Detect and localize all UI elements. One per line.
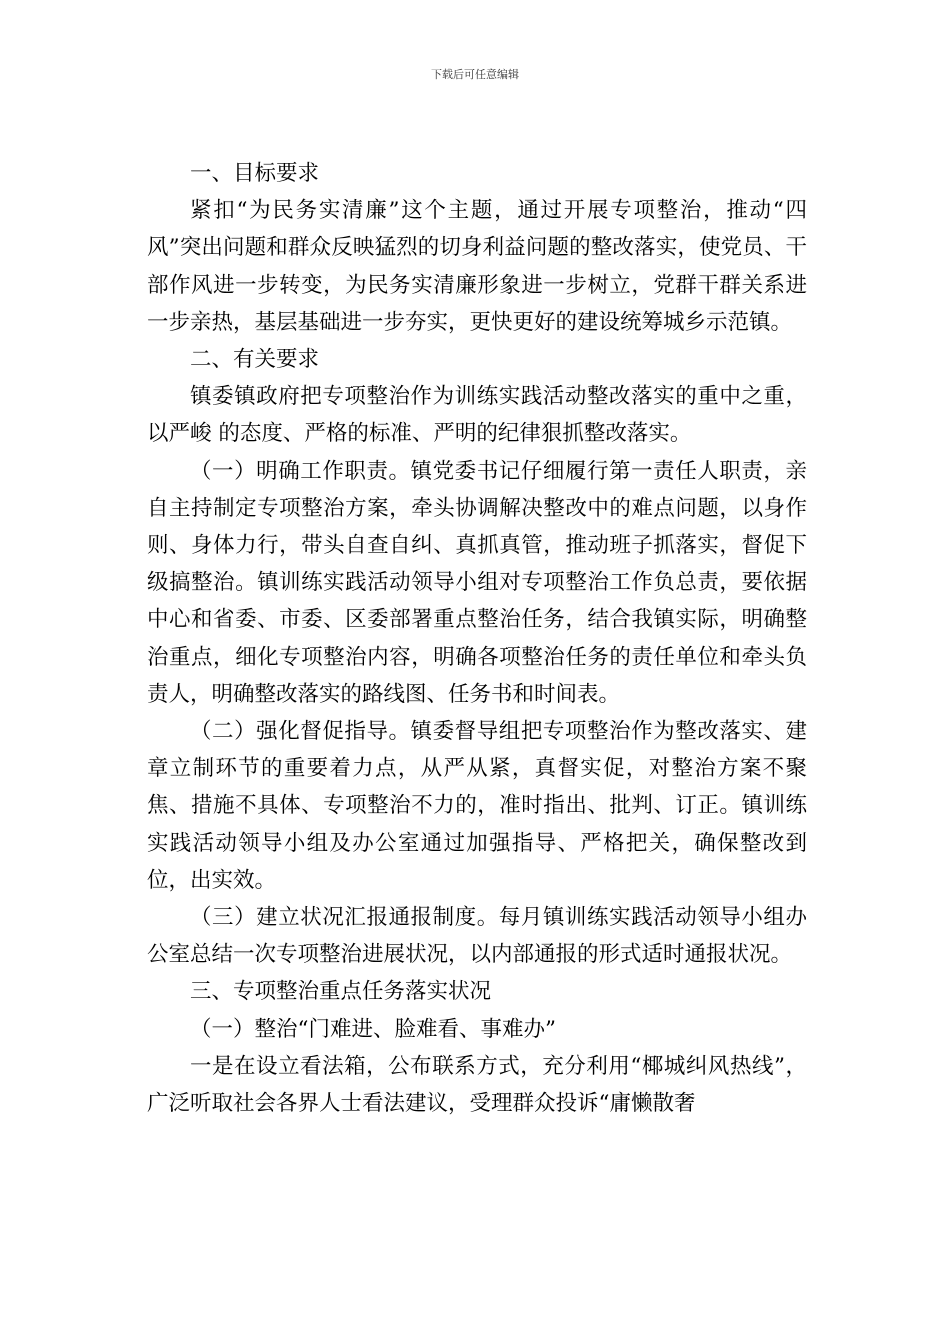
document-body <box>147 155 807 1122</box>
paragraph-feedback-box: 一是在设立看法箱，公布联系方式，充分利用“椰城纠风热线”，广泛听取社会各界人士看法建议，受理群众投诉“庸懒散奢 <box>147 1053 807 1117</box>
paragraph-requirements-intro: 镇委镇政府把专项整治作为训练实践活动整改落实的重中之重，以严峻 的态度、严格的标准、严明的纪律狠抓整改落实。 <box>147 384 807 447</box>
paragraph-goals: 紧扣“为民务实清廉”这个主题，通过开展专项整治，推动“四风”突出问题和群众反映猛烈的切身利益问题的整改落实，使党员、干部作风进一步转变，为民务实清廉形象进一步树立，党群干群关系进一步亲热，基层基础进一步夯实，更快更好的建设统筹城乡示范镇。 <box>147 198 807 335</box>
paragraph-item-supervision: （二）强化督促指导。镇委督导组把专项整治作为整改落实、建章立制环节的重要着力点，从严从紧，真督实促，对整治方案不聚焦、措施不具体、专项整治不力的，准时指出、批判、订正。镇训练实践活动领导小组及办公室通过加强指导、严格把关，确保整改到位，出实效。 <box>147 719 807 893</box>
page-header-note: 下载后可任意编辑 <box>431 68 519 81</box>
section-heading-1: 一、目标要求 <box>190 161 320 186</box>
paragraph-item-reporting: （三）建立状况汇报通报制度。每月镇训练实践活动领导小组办公室总结一次专项整治进展状况，以内部通报的形式适时通报状况。 <box>147 905 807 968</box>
section-heading-3: 三、专项整治重点任务落实状况 <box>190 979 492 1005</box>
paragraph-item-responsibilities: （一）明确工作职责。镇党委书记仔细履行第一责任人职责，亲自主持制定专项整治方案，牵头协调解决整改中的难点问题，以身作则、身体力行，带头自查自纠、真抓真管，推动班子抓落实，督促下级搞整治。镇训练实践活动领导小组对专项整治工作负总责，要依据中心和省委、市委、区委部署重点整治任务，结合我镇实际，明确整治重点，细化专项整治内容，明确各项整治任务的责任单位和牵头负责人，明确整改落实的路线图、任务书和时间表。 <box>147 458 807 707</box>
section-heading-2: 二、有关要求 <box>190 347 320 373</box>
subheading-rectification-1: （一）整治“门难进、脸难看、事难办” <box>190 1016 556 1042</box>
